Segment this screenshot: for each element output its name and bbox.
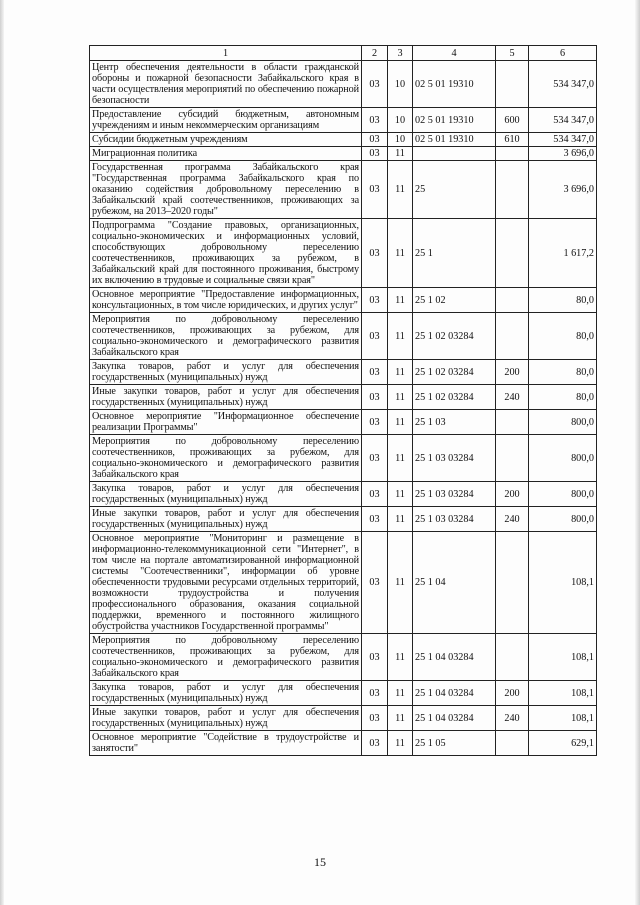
row-section-cell: 03 [362, 161, 388, 219]
row-name-cell: Миграционная политика [90, 147, 362, 161]
table-row [90, 532, 597, 634]
row-expense-type-cell: 240 [496, 507, 529, 532]
table-header-row [90, 46, 597, 61]
row-target-article-cell: 25 1 02 [413, 288, 496, 313]
row-subsection-cell: 11 [388, 681, 413, 706]
row-subsection-cell: 11 [388, 507, 413, 532]
row-section-cell: 03 [362, 482, 388, 507]
table-row [90, 288, 597, 313]
table-row [90, 482, 597, 507]
row-expense-type-cell [496, 288, 529, 313]
row-subsection-cell: 11 [388, 288, 413, 313]
row-target-article-cell [413, 147, 496, 161]
row-target-article-cell: 02 5 01 19310 [413, 133, 496, 147]
row-expense-type-cell [496, 147, 529, 161]
table-row [90, 219, 597, 288]
row-target-article-cell: 25 1 03 03284 [413, 507, 496, 532]
row-name-cell: Мероприятия по добровольному переселению соотечественников, проживающих за рубежом, для социально-экономического и демографического развития Забайкальского края [90, 634, 362, 681]
row-subsection-cell: 11 [388, 147, 413, 161]
page-number: 15 [314, 855, 326, 869]
row-target-article-cell: 25 1 04 [413, 532, 496, 634]
row-name-cell: Иные закупки товаров, работ и услуг для обеспечения государственных (муниципальных) нужд [90, 507, 362, 532]
row-expense-type-cell [496, 634, 529, 681]
row-sum-cell: 800,0 [529, 507, 597, 532]
row-subsection-cell: 11 [388, 219, 413, 288]
row-section-cell: 03 [362, 360, 388, 385]
scan-edge-right [635, 0, 640, 905]
row-sum-cell: 534 347,0 [529, 61, 597, 108]
row-sum-cell: 534 347,0 [529, 133, 597, 147]
row-target-article-cell: 25 1 04 03284 [413, 681, 496, 706]
table-row [90, 681, 597, 706]
row-target-article-cell: 25 1 04 03284 [413, 706, 496, 731]
row-subsection-cell: 11 [388, 313, 413, 360]
row-sum-cell: 80,0 [529, 313, 597, 360]
row-subsection-cell: 10 [388, 108, 413, 133]
row-expense-type-cell: 200 [496, 482, 529, 507]
table-row [90, 61, 597, 108]
row-sum-cell: 108,1 [529, 706, 597, 731]
budget-table [89, 45, 597, 756]
row-expense-type-cell: 200 [496, 681, 529, 706]
row-target-article-cell: 25 1 02 03284 [413, 360, 496, 385]
row-name-cell: Предоставление субсидий бюджетным, автономным учреждениям и иным некоммерческим организациям [90, 108, 362, 133]
table-row [90, 161, 597, 219]
row-sum-cell: 800,0 [529, 482, 597, 507]
row-name-cell: Основное мероприятие "Мониторинг и размещение в информационно-телекоммуникационной сети "Интернет", в том числе на портале автоматизированной информационной системы "Соотечественники", информации об уровне обеспеченности трудовыми ресурсами отдельных территорий, возможности трудоустройства и получения профессионального образования, оказания социальной поддержки, временного и постоянного жилищного обустройства участников Государственной программы" [90, 532, 362, 634]
row-target-article-cell: 25 1 02 03284 [413, 385, 496, 410]
table-row [90, 360, 597, 385]
row-expense-type-cell [496, 435, 529, 482]
row-name-cell: Основное мероприятие "Содействие в трудоустройстве и занятости" [90, 731, 362, 756]
row-expense-type-cell: 240 [496, 706, 529, 731]
row-name-cell: Иные закупки товаров, работ и услуг для обеспечения государственных (муниципальных) нужд [90, 385, 362, 410]
table-row [90, 385, 597, 410]
table-row [90, 147, 597, 161]
row-section-cell: 03 [362, 108, 388, 133]
row-sum-cell: 3 696,0 [529, 147, 597, 161]
row-sum-cell: 800,0 [529, 410, 597, 435]
row-name-cell: Мероприятия по добровольному переселению соотечественников, проживающих за рубежом, для социально-экономического и демографического развития Забайкальского края [90, 313, 362, 360]
row-subsection-cell: 11 [388, 385, 413, 410]
row-expense-type-cell [496, 532, 529, 634]
row-subsection-cell: 11 [388, 161, 413, 219]
column-header: 3 [388, 46, 413, 61]
row-expense-type-cell [496, 313, 529, 360]
scan-edge-left [0, 0, 4, 905]
table-row [90, 108, 597, 133]
row-section-cell: 03 [362, 532, 388, 634]
row-sum-cell: 108,1 [529, 532, 597, 634]
row-section-cell: 03 [362, 385, 388, 410]
table-row [90, 410, 597, 435]
row-subsection-cell: 11 [388, 482, 413, 507]
row-target-article-cell: 25 1 [413, 219, 496, 288]
row-subsection-cell: 11 [388, 435, 413, 482]
row-subsection-cell: 10 [388, 61, 413, 108]
row-sum-cell: 1 617,2 [529, 219, 597, 288]
row-target-article-cell: 25 1 03 03284 [413, 482, 496, 507]
row-expense-type-cell [496, 161, 529, 219]
row-target-article-cell: 25 [413, 161, 496, 219]
table-row [90, 435, 597, 482]
row-name-cell: Подпрограмма "Создание правовых, организационных, социально-экономических и информационных условий, способствующих добровольному переселению соотечественников, проживающих за рубежом, в Забайкальский край для постоянного проживания, быстрому их включению в трудовые и социальные связи края" [90, 219, 362, 288]
row-sum-cell: 80,0 [529, 385, 597, 410]
row-sum-cell: 3 696,0 [529, 161, 597, 219]
row-subsection-cell: 11 [388, 634, 413, 681]
row-section-cell: 03 [362, 634, 388, 681]
row-name-cell: Мероприятия по добровольному переселению соотечественников, проживающих за рубежом, для социально-экономического и демографического развития Забайкальского края [90, 435, 362, 482]
row-sum-cell: 80,0 [529, 288, 597, 313]
row-section-cell: 03 [362, 731, 388, 756]
row-name-cell: Субсидии бюджетным учреждениям [90, 133, 362, 147]
row-subsection-cell: 11 [388, 706, 413, 731]
row-subsection-cell: 10 [388, 133, 413, 147]
row-target-article-cell: 25 1 03 [413, 410, 496, 435]
row-sum-cell: 108,1 [529, 634, 597, 681]
row-section-cell: 03 [362, 507, 388, 532]
row-name-cell: Основное мероприятие "Предоставление информационных, консультационных, в том числе юридических, и других услуг" [90, 288, 362, 313]
table-row [90, 634, 597, 681]
row-target-article-cell: 02 5 01 19310 [413, 108, 496, 133]
row-name-cell: Основное мероприятие "Информационное обеспечение реализации Программы" [90, 410, 362, 435]
table-row [90, 731, 597, 756]
row-subsection-cell: 11 [388, 532, 413, 634]
row-name-cell: Закупка товаров, работ и услуг для обеспечения государственных (муниципальных) нужд [90, 360, 362, 385]
row-target-article-cell: 25 1 02 03284 [413, 313, 496, 360]
row-sum-cell: 80,0 [529, 360, 597, 385]
row-expense-type-cell: 610 [496, 133, 529, 147]
row-section-cell: 03 [362, 410, 388, 435]
row-section-cell: 03 [362, 61, 388, 108]
column-header: 5 [496, 46, 529, 61]
column-header: 2 [362, 46, 388, 61]
row-subsection-cell: 11 [388, 731, 413, 756]
row-name-cell: Иные закупки товаров, работ и услуг для обеспечения государственных (муниципальных) нужд [90, 706, 362, 731]
row-section-cell: 03 [362, 147, 388, 161]
column-header: 1 [90, 46, 362, 61]
column-header: 4 [413, 46, 496, 61]
row-section-cell: 03 [362, 219, 388, 288]
row-section-cell: 03 [362, 313, 388, 360]
row-target-article-cell: 25 1 04 03284 [413, 634, 496, 681]
row-name-cell: Государственная программа Забайкальского края "Государственная программа Забайкальского края по оказанию содействия добровольному переселению в Забайкальский край соотечественников, проживающих за рубежом, на 2013–2020 годы" [90, 161, 362, 219]
row-name-cell: Закупка товаров, работ и услуг для обеспечения государственных (муниципальных) нужд [90, 482, 362, 507]
row-target-article-cell: 25 1 05 [413, 731, 496, 756]
row-expense-type-cell [496, 219, 529, 288]
table-row [90, 507, 597, 532]
column-header: 6 [529, 46, 597, 61]
row-sum-cell: 534 347,0 [529, 108, 597, 133]
row-expense-type-cell: 200 [496, 360, 529, 385]
row-name-cell: Закупка товаров, работ и услуг для обеспечения государственных (муниципальных) нужд [90, 681, 362, 706]
row-sum-cell: 108,1 [529, 681, 597, 706]
row-section-cell: 03 [362, 133, 388, 147]
row-expense-type-cell: 600 [496, 108, 529, 133]
row-sum-cell: 800,0 [529, 435, 597, 482]
table-row [90, 313, 597, 360]
row-sum-cell: 629,1 [529, 731, 597, 756]
row-section-cell: 03 [362, 706, 388, 731]
row-expense-type-cell [496, 61, 529, 108]
row-expense-type-cell [496, 410, 529, 435]
row-expense-type-cell [496, 731, 529, 756]
row-section-cell: 03 [362, 681, 388, 706]
table-row [90, 133, 597, 147]
row-target-article-cell: 25 1 03 03284 [413, 435, 496, 482]
row-section-cell: 03 [362, 435, 388, 482]
row-name-cell: Центр обеспечения деятельности в области гражданской обороны и пожарной безопасности Забайкальского края в части осуществления мероприятий по обеспечению пожарной безопасности [90, 61, 362, 108]
row-section-cell: 03 [362, 288, 388, 313]
row-target-article-cell: 02 5 01 19310 [413, 61, 496, 108]
table-row [90, 706, 597, 731]
row-subsection-cell: 11 [388, 410, 413, 435]
row-subsection-cell: 11 [388, 360, 413, 385]
row-expense-type-cell: 240 [496, 385, 529, 410]
table-body [90, 61, 597, 756]
